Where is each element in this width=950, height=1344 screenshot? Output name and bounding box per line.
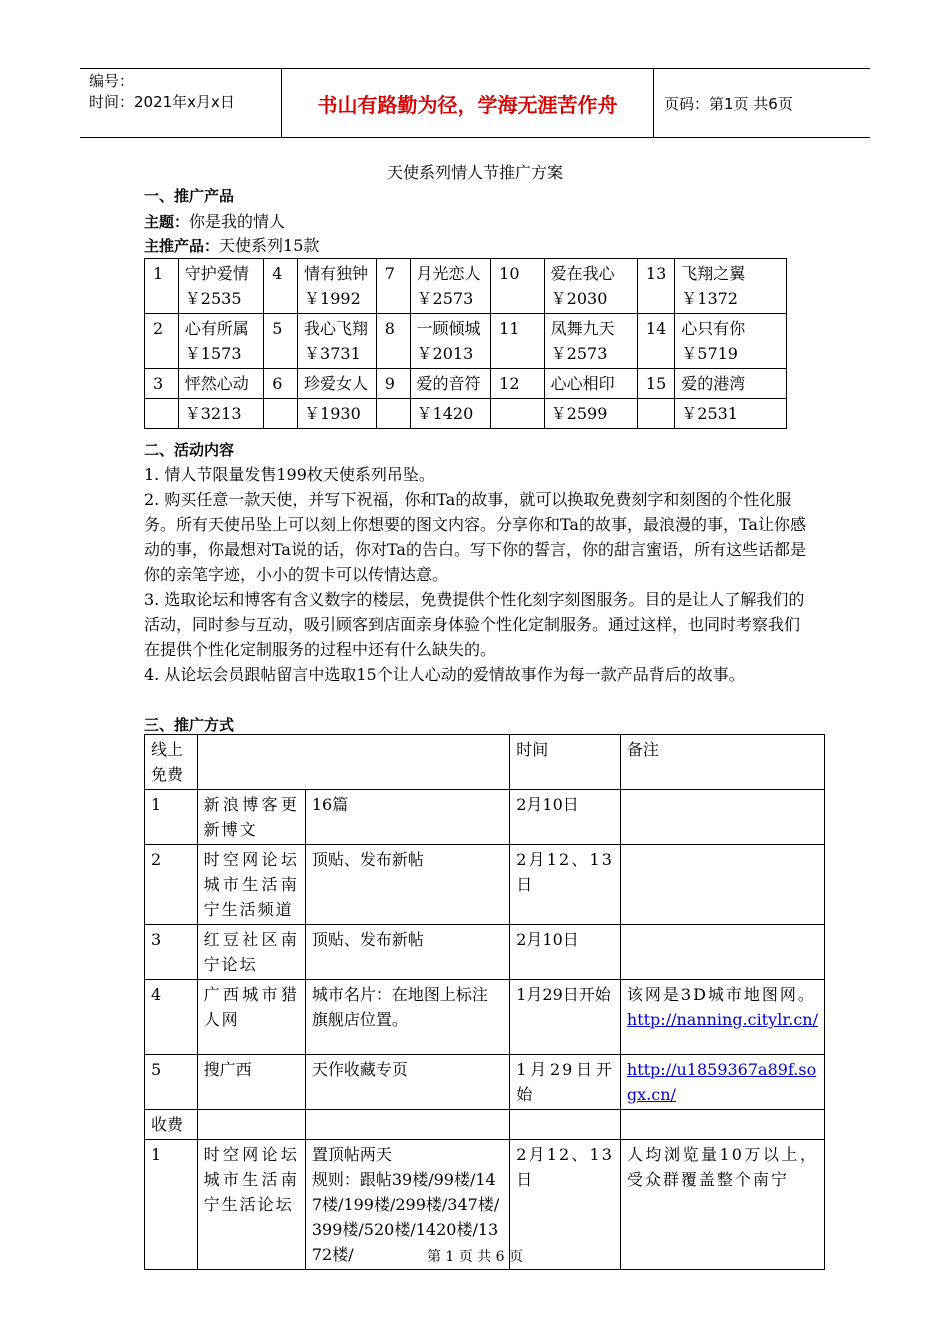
row-no: 2 [145,845,198,925]
empty-cell [145,399,179,429]
product-cell [544,314,637,369]
row-no: 1 [145,790,198,845]
product-name: 心只有你 [681,319,746,338]
main-product-line [144,233,319,259]
empty-cell [264,399,298,429]
empty-cell [197,1110,305,1140]
activity-paragraph-3: 3. 选取论坛和博客有含义数字的楼层，免费提供个性化刻字刻图服务。目的是让人了解我们的活动，同时参与互动，吸引顾客到店面亲身体验个性化定制服务。通过这样，也同时考察我们在提供个性化定制服务的过程中还有什么缺失的。 [144,590,805,659]
product-no: 2 [145,314,179,369]
product-no: 9 [376,369,410,399]
row-action-rule: 规则：跟帖39楼/99楼/147楼/199楼/299楼/347楼/399楼/520楼/1420楼/1372楼/ [311,1170,500,1264]
col-header-note: 备注 [620,735,824,790]
empty-cell [620,1110,824,1140]
sogx-link[interactable]: http://u1859367a89f.sogx.cn/ [626,1060,817,1104]
activity-paragraph-4: 4. 从论坛会员跟帖留言中选取15个让人心动的爱情故事作为每一款产品背后的故事。 [144,665,745,684]
document-title: 天使系列情人节推广方案 [386,163,563,182]
row-site: 时空网论坛城市生活南宁生活论坛 [197,1140,305,1270]
product-price: ￥1420 [410,399,491,429]
row-note: 人均浏览量10万以上，受众群覆盖整个南宁 [620,1140,824,1270]
row-site: 时空网论坛城市生活南宁生活频道 [197,845,305,925]
table-row [145,369,787,399]
product-price: ￥2599 [544,399,637,429]
table-row [145,790,825,845]
row-time: 2月10日 [510,790,621,845]
product-no: 4 [264,259,298,314]
row-site: 新浪博客更新博文 [197,790,305,845]
col-header-time: 时间 [510,735,621,790]
product-no: 8 [376,314,410,369]
product-cell [544,259,637,314]
row-action: 顶贴、发布新帖 [305,925,509,980]
product-price: ￥2013 [416,344,474,363]
product-price: ￥1992 [304,289,361,308]
product-name: 凤舞九天 [550,319,615,338]
product-price: ￥1372 [681,289,738,308]
empty-cell [376,399,410,429]
promotion-table [144,734,825,1270]
theme-label: 主题： [144,213,190,231]
product-name: 爱的音符 [410,369,491,399]
row-note-cell [620,980,824,1055]
row-action: 城市名片：在地图上标注旗舰店位置。 [305,980,509,1055]
product-cell [298,259,377,314]
product-cell [675,314,787,369]
product-no: 14 [637,314,674,369]
product-no: 6 [264,369,298,399]
table-row [145,314,787,369]
product-no: 12 [491,369,544,399]
header-page-info: 页码：第1页 共6页 [664,94,793,113]
row-time: 1月29日开始 [510,980,621,1055]
product-name: 守护爱情 [184,264,249,283]
product-name: 怦然心动 [178,369,263,399]
row-note [620,845,824,925]
product-price: ￥2573 [550,344,608,363]
product-no: 13 [637,259,674,314]
row-note [620,925,824,980]
table-header-row [145,735,825,790]
table-row [145,399,787,429]
product-name: 一顾倾城 [416,319,481,338]
row-site: 广西城市猎人网 [197,980,305,1055]
product-name: 情有独钟 [304,264,369,283]
row-note: 该网是3D城市地图网。 [626,985,816,1004]
table-row [145,1055,825,1110]
row-time: 2月10日 [510,925,621,980]
code-label: 编号： [89,72,135,90]
product-price: ￥5719 [681,344,738,363]
col-header-online-free: 线上免费 [145,735,198,790]
table-row [145,1110,825,1140]
product-name: 爱在我心 [550,264,615,283]
row-action: 顶贴、发布新帖 [305,845,509,925]
empty-cell [637,399,674,429]
product-cell [410,314,491,369]
product-no: 5 [264,314,298,369]
main-product-value: 天使系列15款 [219,236,320,255]
row-time: 2月12、13日 [510,1140,621,1270]
row-no: 1 [145,1140,198,1270]
page-footer: 第 1 页 共 6 页 [426,1249,524,1265]
product-price: ￥1573 [184,344,242,363]
activity-paragraph-1: 1. 情人节限量发售199枚天使系列吊坠。 [144,465,435,484]
product-price: ￥2030 [550,289,608,308]
product-no: 3 [145,369,179,399]
row-action-title: 置顶帖两天 [311,1145,392,1164]
page-header [80,68,870,138]
product-cell [675,259,787,314]
row-site: 搜广西 [197,1055,305,1110]
row-time: 2月12、13日 [510,845,621,925]
row-site: 红豆社区南宁论坛 [197,925,305,980]
product-table [144,258,787,429]
product-name: 我心飞翔 [304,319,369,338]
theme-line [144,209,285,235]
product-price: ￥3213 [178,399,263,429]
paid-label: 收费 [145,1110,198,1140]
section1-heading: 一、推广产品 [144,187,235,205]
product-no: 10 [491,259,544,314]
col-header-blank [197,735,510,790]
header-motto: 书山有路勤为径，学海无涯苦作舟 [282,69,654,137]
theme-value: 你是我的情人 [189,212,286,231]
product-name: 飞翔之翼 [681,264,746,283]
product-name: 心心相印 [544,369,637,399]
product-cell [178,259,263,314]
empty-cell [491,399,544,429]
product-cell [410,259,491,314]
row-no: 5 [145,1055,198,1110]
row-no: 3 [145,925,198,980]
product-price: ￥2535 [184,289,242,308]
main-product-label: 主推产品： [144,237,220,255]
product-price: ￥2573 [416,289,474,308]
time-label: 时间：2021年x月x日 [89,93,235,111]
product-cell [178,314,263,369]
product-name: 月光恋人 [416,264,481,283]
product-no: 11 [491,314,544,369]
activity-paragraph-2: 2. 购买任意一款天使，并写下祝福，你和Ta的故事，就可以换取免费刻字和刻图的个性化服务。所有天使吊坠上可以刻上你想要的图文内容。分享你和Ta的故事，最浪漫的事，Ta让你感动的事，你最想对Ta说的话，你对Ta的告白。写下你的誓言，你的甜言蜜语，所有这些话都是你的亲笔字迹，小小的贺卡可以传情达意。 [144,490,806,584]
row-no: 4 [145,980,198,1055]
table-row [145,980,825,1055]
row-action: 16篇 [305,790,509,845]
section2-heading: 二、活动内容 [144,441,235,459]
empty-cell [510,1110,621,1140]
product-no: 1 [145,259,179,314]
table-row [145,925,825,980]
empty-cell [305,1110,509,1140]
table-row [145,845,825,925]
product-name: 爱的港湾 [675,369,787,399]
citylr-link[interactable]: http://nanning.citylr.cn/ [626,1010,818,1029]
product-price: ￥1930 [298,399,377,429]
product-name: 珍爱女人 [298,369,377,399]
product-no: 7 [376,259,410,314]
section3-heading: 三、推广方式 [144,716,235,734]
row-action: 天作收藏专页 [305,1055,509,1110]
product-no: 15 [637,369,674,399]
product-cell [298,314,377,369]
header-meta [80,69,282,137]
product-price: ￥3731 [304,344,361,363]
product-price: ￥2531 [675,399,787,429]
row-note-cell [620,1055,824,1110]
row-note [620,790,824,845]
row-time: 1月29日开始 [510,1055,621,1110]
product-name: 心有所属 [184,319,249,338]
table-row [145,259,787,314]
